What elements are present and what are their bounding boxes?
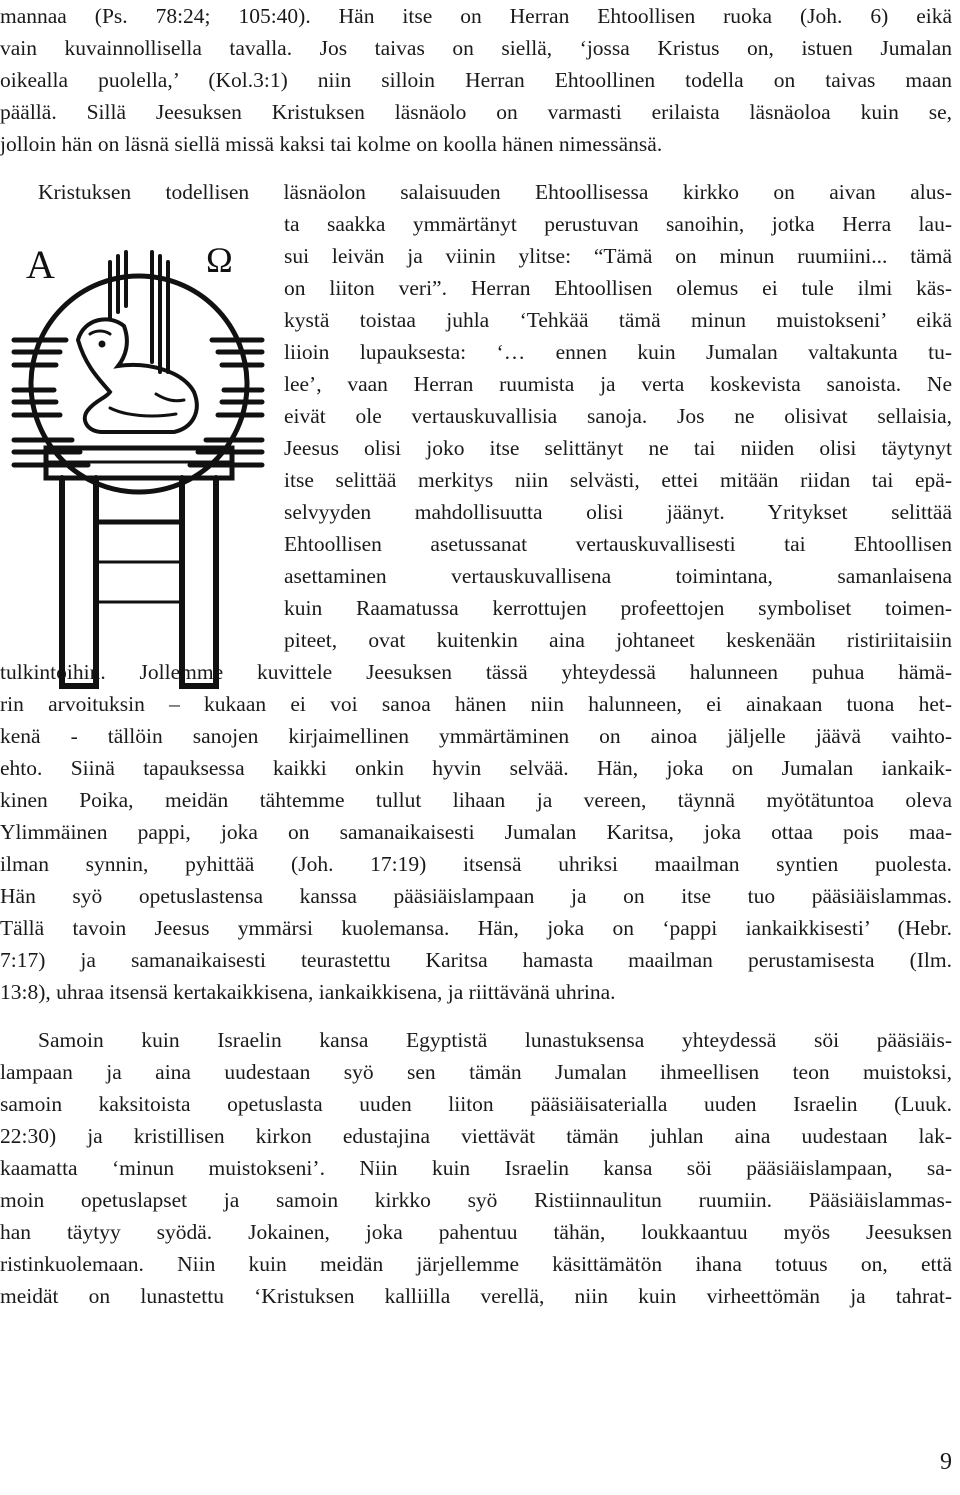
text-line: oikealla puolella,’ (Kol.3:1) niin silloin Herran Ehtoollinen todella on taivas maan — [0, 68, 952, 92]
text-line: asettaminen vertauskuvallisena toimintana, samanlaisena — [284, 564, 952, 588]
text-line: selvyyden mahdollisuutta olisi jäänyt. Yritykset selittää — [284, 500, 952, 524]
text-line: lee’, vaan Herran ruumista ja verta koskevista sanoista. Ne — [284, 372, 952, 396]
text-line: 13:8), uhraa itsensä kertakaikkisena, iankaikkisena, ja riittävänä uhrina. — [0, 980, 616, 1004]
text-line: lampaan ja aina uudestaan syö sen tämän Jumalan ihmeellisen teon muistoksi, — [0, 1060, 952, 1084]
text-line: itse selittää merkitys niin selvästi, ettei mitään riidan tai epä- — [284, 468, 952, 492]
text-line: kaamatta ‘minun muistokseni’. Niin kuin Israelin kansa söi pääsiäislampaan, sa- — [0, 1156, 952, 1180]
text-line: kinen Poika, meidän tähtemme tullut lihaan ja vereen, täynnä myötätuntoa oleva — [0, 788, 952, 812]
text-line: jolloin hän on läsnä siellä missä kaksi tai kolme on koolla hänen nimessänsä. — [0, 132, 663, 156]
text-line: mannaa (Ps. 78:24; 105:40). Hän itse on Herran Ehtoollisen ruoka (Joh. 6) eikä — [0, 4, 952, 28]
text-line: Ylimmäinen pappi, joka on samanaikaisesti Jumalan Karitsa, joka ottaa pois maa- — [0, 820, 952, 844]
text-line: Jeesus olisi joko itse selittänyt ne tai niiden olisi täytynyt — [284, 436, 952, 460]
text-line: kenä - tällöin sanojen kirjaimellinen ymmärtäminen on ainoa jäljelle jäävä vaihto- — [0, 724, 952, 748]
text-line: vain kuvainnollisella tavalla. Jos taivas on siellä, ‘jossa Kristus on, istuen Jumalan — [0, 36, 952, 60]
text-line: Ehtoollisen asetussanat vertauskuvallisesti tai Ehtoollisen — [284, 532, 952, 556]
text-line: liioin lupauksesta: ‘… ennen kuin Jumalan valtakunta tu- — [284, 340, 952, 364]
text-line: Tällä tavoin Jeesus ymmärsi kuolemansa. Hän, joka on ‘pappi iankaikkisesti’ (Hebr. — [0, 916, 952, 940]
text-line: kuin Raamatussa kerrottujen profeettojen symboliset toimen- — [284, 596, 952, 620]
text-line: 7:17) ja samanaikaisesti teurastettu Karitsa hamasta maailman perustamisesta (Ilm. — [0, 948, 952, 972]
text-line: ta saakka ymmärtänyt perustuvan sanoihin, jotka Herra lau- — [284, 212, 952, 236]
lamb-of-god-woodcut-icon — [6, 222, 268, 692]
text-line: sui leivän ja viinin ylitse: “Tämä on minun ruumiini... tämä — [284, 244, 952, 268]
alpha-glyph: Α — [26, 242, 55, 287]
text-line: ristinkuolemaan. Niin kuin meidän järjellemme käsittämätön ihana totuus on, että — [0, 1252, 952, 1276]
text-line: 22:30) ja kristillisen kirkon edustajina viettävät tämän juhlan aina uudestaan lak- — [0, 1124, 952, 1148]
text-line: rin arvoituksin – kukaan ei voi sanoa hänen niin halunneen, ei ainakaan tuona het- — [0, 692, 952, 716]
text-line: Kristuksen todellisen läsnäolon salaisuuden Ehtoollisessa kirkko on aivan alus- — [38, 180, 952, 204]
text-line: eivät ole vertauskuvallisia sanoja. Jos ne olisivat sellaisia, — [284, 404, 952, 428]
text-line: päällä. Sillä Jeesuksen Kristuksen läsnäolo on varmasti erilaista läsnäoloa kuin se, — [0, 100, 952, 124]
text-line: ehto. Siinä tapauksessa kaikki onkin hyvin selvää. Hän, joka on Jumalan iankaik- — [0, 756, 952, 780]
text-line: kystä toistaa juhla ‘Tehkää tämä minun muistokseni’ eikä — [284, 308, 952, 332]
text-line: Samoin kuin Israelin kansa Egyptistä lunastuksensa yhteydessä söi pääsiäis- — [38, 1028, 952, 1052]
text-line: moin opetuslapset ja samoin kirkko syö Ristiinnaulitun ruumiin. Pääsiäislammas- — [0, 1188, 952, 1212]
text-line: piteet, ovat kuitenkin aina johtaneet keskenään ristiriitaisiin — [284, 628, 952, 652]
page-number: 9 — [940, 1449, 952, 1475]
text-line: on liiton veri”. Herran Ehtoollisen olemus ei tule ilmi käs- — [284, 276, 952, 300]
omega-glyph: Ω — [206, 240, 233, 280]
text-line: han täytyy syödä. Jokainen, joka pahentuu tähän, loukkaantuu myös Jeesuksen — [0, 1220, 952, 1244]
text-line: Hän syö opetuslastensa kanssa pääsiäislampaan ja on itse tuo pääsiäislammas. — [0, 884, 952, 908]
text-line: ilman synnin, pyhittää (Joh. 17:19) itsensä uhriksi maailman syntien puolesta. — [0, 852, 952, 876]
text-line: samoin kaksitoista opetuslasta uuden liiton pääsiäisaterialla uuden Israelin (Luuk. — [0, 1092, 952, 1116]
text-line: tulkintoihin. Jollemme kuvittele Jeesuksen tässä yhteydessä halunneen puhua hämä- — [0, 660, 952, 684]
text-line: meidät on lunastettu ‘Kristuksen kalliilla verellä, niin kuin virheettömän ja tahrat- — [0, 1284, 952, 1308]
